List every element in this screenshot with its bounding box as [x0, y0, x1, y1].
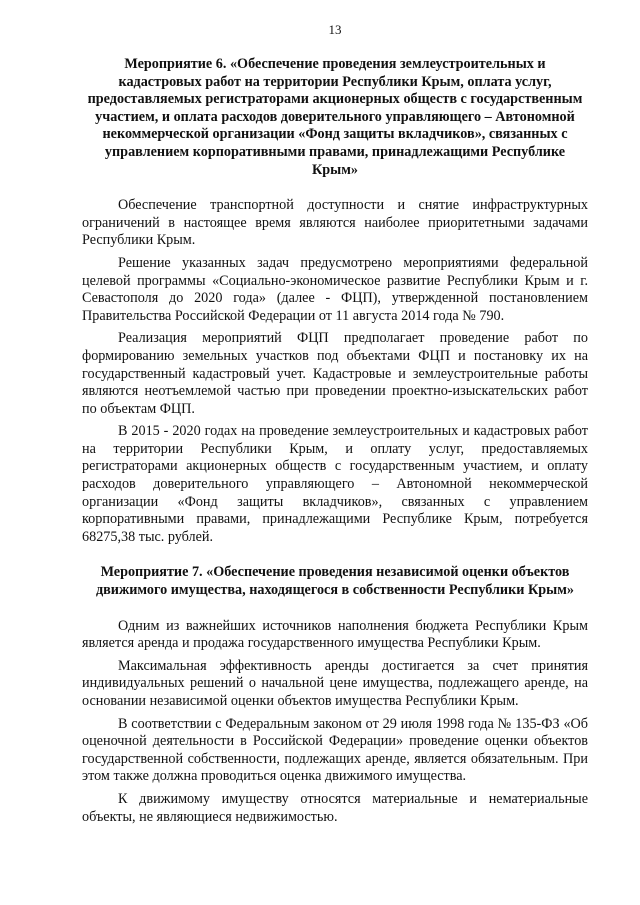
page-number: 13 — [328, 22, 342, 37]
paragraph: В 2015 - 2020 годах на проведение землеустроительных и кадастровых работ на территории Республики Крым, и оплату услуг, предоставляемых регистраторами акционерных обществ с государственным участием, и оплату расходов доверительного управляющего – Автономной некоммерческой организации «Фонд защиты вкладчиков», связанных с управлением корпоративными правами, принадлежащими Республике Крым, потребуется 68275,38 тыс. рублей. — [82, 423, 588, 545]
paragraph: Реализация мероприятий ФЦП предполагает проведение работ по формированию земельных участков под объектами ФЦП и постановку их на государственный кадастровый учет. Кадастровые и землеустроительные работы являются неотъемлемой частью при проведении проектно-изыскательских работ по объектам ФЦП. — [82, 330, 588, 417]
paragraph: В соответствии с Федеральным законом от 29 июля 1998 года № 135-ФЗ «Об оценочной деятельности в Российской Федерации» проведение оценки объектов государственной собственности, подлежащих аренде, является обязательным. При этом также должна проводиться оценка движимого имущества. — [82, 715, 588, 785]
section-heading: Мероприятие 7. «Обеспечение проведения независимой оценки объектов движимого имущества, находящегося в собственности Республики Крым» — [95, 564, 575, 599]
paragraph: Максимальная эффективность аренды достигается за счет принятия индивидуальных решений о начальной цене имущества, подлежащего аренде, на основании независимой оценки объектов имущества Республики Крым. — [82, 657, 588, 709]
section-heading: Мероприятие 6. «Обеспечение проведения землеустроительных и кадастровых работ на территории Республики Крым, оплата услуг, предоставляемых регистраторами акционерных обществ с государственным участием, и оплата расходов доверительного управляющего – Автономной некоммерческой организации «Фонд защиты вкладчиков», связанных с управлением корпоративными правами, принадлежащими Республике Крым» — [87, 56, 583, 178]
paragraph: Одним из важнейших источников наполнения бюджета Республики Крым является аренда и продажа государственного имущества Республики Крым. — [82, 617, 588, 652]
section-measure-7 — [82, 564, 588, 826]
section-measure-6 — [82, 56, 588, 546]
paragraph: Обеспечение транспортной доступности и снятие инфраструктурных ограничений в настоящее время являются наиболее приоритетными задачами Республики Крым. — [82, 197, 588, 249]
paragraph: К движимому имуществу относятся материальные и нематериальные объекты, не являющиеся недвижимостью. — [82, 790, 588, 825]
paragraph: Решение указанных задач предусмотрено мероприятиями федеральной целевой программы «Социально-экономическое развитие Республики Крым и г. Севастополя до 2020 года» (далее - ФЦП), утвержденной постановлением Правительства Российской Федерации от 11 августа 2014 года № 790. — [82, 254, 588, 324]
